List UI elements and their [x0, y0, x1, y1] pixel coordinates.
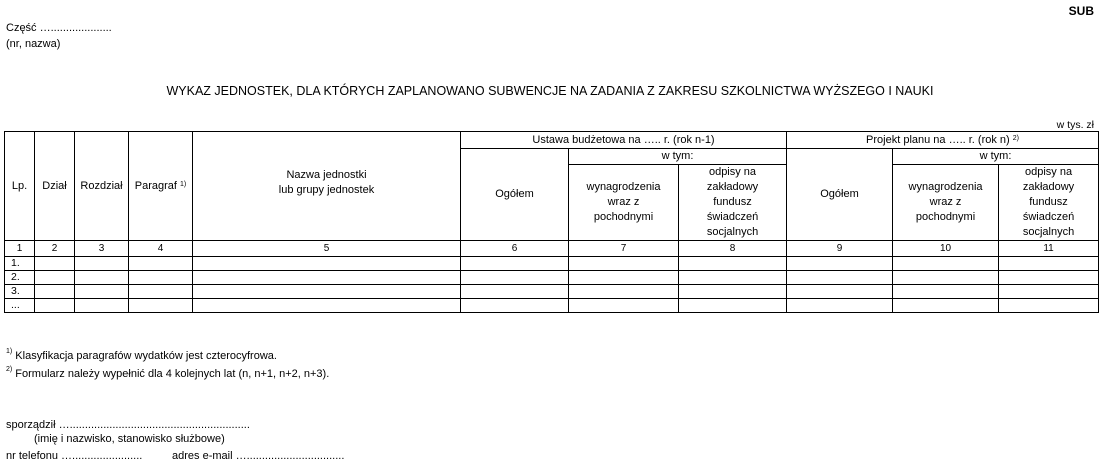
header-dzial: Dział — [35, 132, 75, 241]
prepared-by-hint: (imię i nazwisko, stanowisko służbowe) — [34, 433, 225, 445]
column-number: 8 — [679, 241, 787, 257]
header-w-tym-projekt: w tym: — [893, 149, 1099, 165]
table-cell[interactable] — [893, 299, 999, 313]
row-number: 2. — [5, 271, 35, 285]
prepared-by-field[interactable]: sporządził …........................................................... — [6, 419, 250, 431]
table-cell[interactable] — [35, 257, 75, 271]
column-number: 7 — [569, 241, 679, 257]
header-paragraf: Paragraf $^{1)}$ — [129, 132, 193, 241]
table-cell[interactable] — [679, 285, 787, 299]
czesc-field-hint: (nr, nazwa) — [6, 38, 61, 50]
column-number: 4 — [129, 241, 193, 257]
header-w-tym-ustawa: w tym: — [569, 149, 787, 165]
table-cell[interactable] — [679, 257, 787, 271]
header-odpisy-ustawa: odpisy na zakładowy fundusz świadczeń socjalnych — [679, 165, 787, 241]
page-title: WYKAZ JEDNOSTEK, DLA KTÓRYCH ZAPLANOWANO SUBWENCJE NA ZADANIA Z ZAKRESU SZKOLNICTWA WYŻSZEGO I NAUKI — [166, 84, 934, 98]
footnote-2: $^{2)}$ Formularz należy wypełnić dla 4 kolejnych lat (n, n+1, n+2, n+3). — [6, 366, 330, 380]
table-cell[interactable] — [75, 299, 129, 313]
table-cell[interactable] — [679, 271, 787, 285]
unit-label: w tys. zł — [1056, 119, 1094, 131]
table-cell[interactable] — [193, 285, 461, 299]
table-cell[interactable] — [999, 285, 1099, 299]
table-cell[interactable] — [193, 271, 461, 285]
table-row — [5, 285, 1099, 299]
header-rozdzial: Rozdział — [75, 132, 129, 241]
czesc-field-label: Część ….................... — [6, 22, 112, 34]
table-cell[interactable] — [75, 285, 129, 299]
table-cell[interactable] — [893, 257, 999, 271]
table-cell[interactable] — [787, 257, 893, 271]
header-wynagrodzenia-projekt: wynagrodzenia wraz z pochodnymi — [893, 165, 999, 241]
table-row — [5, 271, 1099, 285]
table-cell[interactable] — [193, 257, 461, 271]
column-number: 3 — [75, 241, 129, 257]
subsidy-table — [4, 131, 1099, 313]
row-number: 3. — [5, 285, 35, 299]
column-number: 1 — [5, 241, 35, 257]
header-nazwa-jednostki: Nazwa jednostki lub grupy jednostek — [193, 132, 461, 241]
table-cell[interactable] — [461, 257, 569, 271]
table-cell[interactable] — [999, 299, 1099, 313]
form-code-badge: SUB — [1068, 4, 1094, 18]
header-wynagrodzenia-ustawa: wynagrodzenia wraz z pochodnymi — [569, 165, 679, 241]
phone-field[interactable]: nr telefonu …....................... — [6, 450, 143, 462]
row-number: 1. — [5, 257, 35, 271]
table-cell[interactable] — [569, 271, 679, 285]
footnote-1: $^{1)}$ Klasyfikacja paragrafów wydatków jest czterocyfrowa. — [6, 348, 277, 362]
table-cell[interactable] — [35, 285, 75, 299]
table-cell[interactable] — [569, 257, 679, 271]
table-cell[interactable] — [569, 285, 679, 299]
table-cell[interactable] — [569, 299, 679, 313]
column-number: 5 — [193, 241, 461, 257]
table-cell[interactable] — [787, 271, 893, 285]
table-cell[interactable] — [35, 299, 75, 313]
table-cell[interactable] — [787, 285, 893, 299]
table-row — [5, 257, 1099, 271]
table-cell[interactable] — [461, 285, 569, 299]
table-cell[interactable] — [893, 285, 999, 299]
table-cell[interactable] — [787, 299, 893, 313]
table-cell[interactable] — [129, 257, 193, 271]
column-number: 6 — [461, 241, 569, 257]
table-cell[interactable] — [129, 271, 193, 285]
column-number: 2 — [35, 241, 75, 257]
header-projekt-planu: Projekt planu na ….. r. (rok n) $^{2)}$ — [787, 132, 1099, 149]
table-cell[interactable] — [999, 257, 1099, 271]
column-number: 9 — [787, 241, 893, 257]
email-field[interactable]: adres e-mail …................................ — [172, 450, 345, 462]
table-cell[interactable] — [35, 271, 75, 285]
header-ogolem-ustawa: Ogółem — [461, 149, 569, 241]
table-row — [5, 299, 1099, 313]
table-cell[interactable] — [999, 271, 1099, 285]
table-cell[interactable] — [75, 271, 129, 285]
table-cell[interactable] — [129, 285, 193, 299]
header-ustawa-budzetowa: Ustawa budżetowa na ….. r. (rok n-1) — [461, 132, 787, 149]
column-number: 11 — [999, 241, 1099, 257]
header-ogolem-projekt: Ogółem — [787, 149, 893, 241]
table-cell[interactable] — [679, 299, 787, 313]
header-odpisy-projekt: odpisy na zakładowy fundusz świadczeń socjalnych — [999, 165, 1099, 241]
row-number: ... — [5, 299, 35, 313]
table-cell[interactable] — [461, 299, 569, 313]
table-cell[interactable] — [893, 271, 999, 285]
table-cell[interactable] — [193, 299, 461, 313]
table-cell[interactable] — [129, 299, 193, 313]
column-number-row — [5, 241, 1099, 257]
table-cell[interactable] — [461, 271, 569, 285]
header-lp: Lp. — [5, 132, 35, 241]
column-number: 10 — [893, 241, 999, 257]
table-cell[interactable] — [75, 257, 129, 271]
